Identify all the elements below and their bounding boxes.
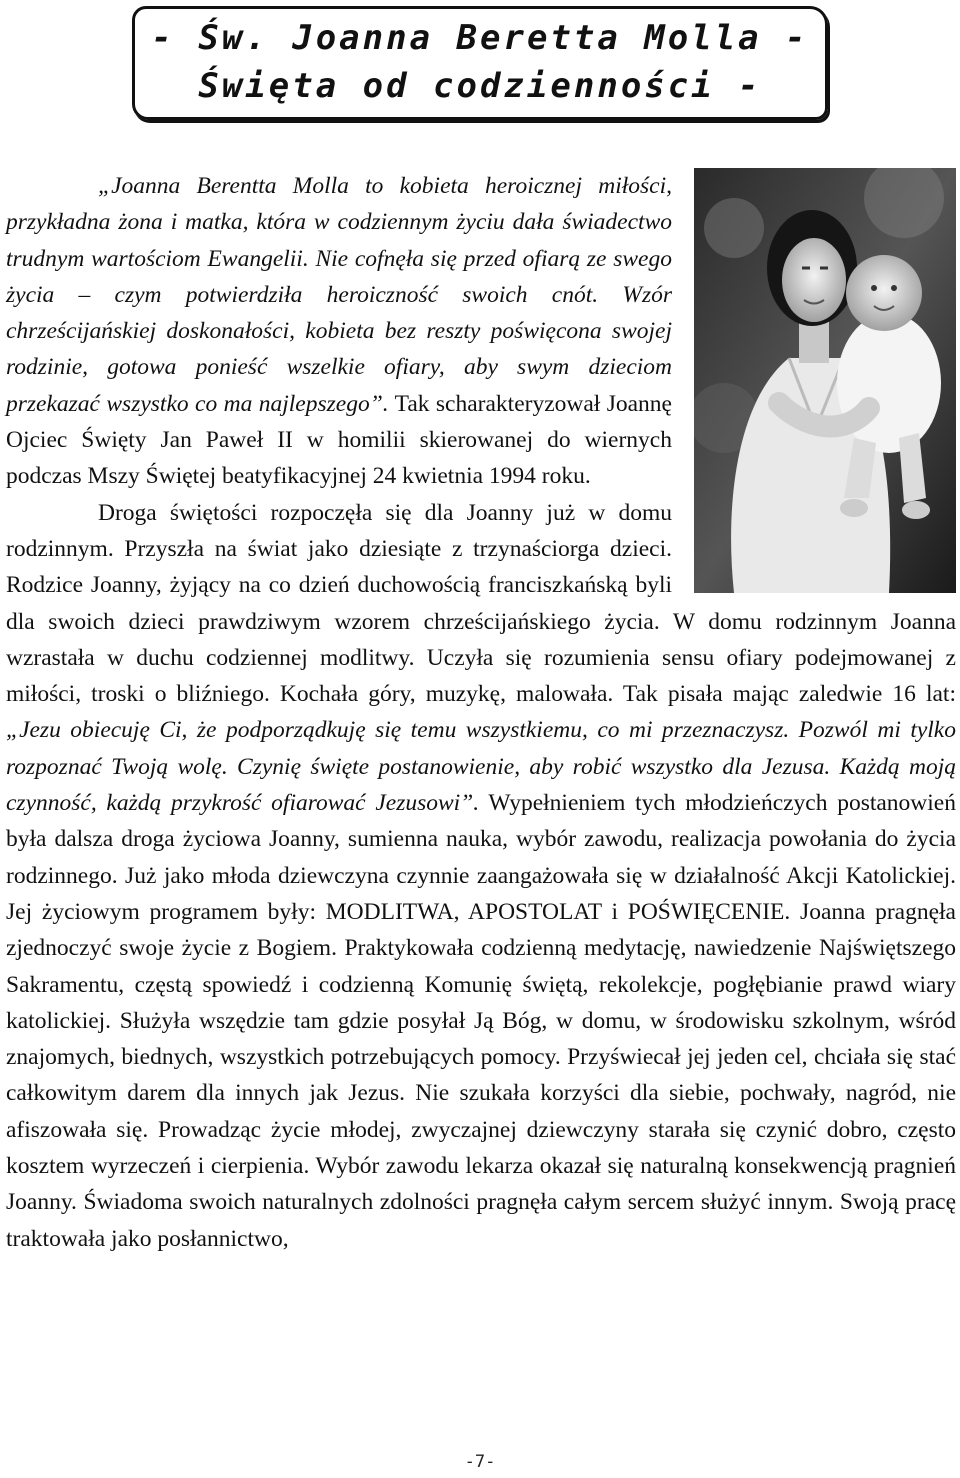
page-title-line-2: Święta od codzienności - [198, 66, 762, 106]
page-number: -7- [464, 1452, 496, 1472]
photo-mother-with-child [694, 168, 956, 593]
paragraph-2 [6, 495, 956, 1257]
article-body [6, 168, 956, 1257]
paragraph-2-part-b: Wypełnieniem tych młodzieńczych postanowień była dalsza droga życiowa Joanny, sumienna nauka, wybór zawodu, realizacja powołania do życia rodzinnego. Już jako młoda dziewczyna czynnie zaangażowała się w działalność Akcji Katolickiej. Jej życiowym programem były: MODLITWA, APOSTOLAT i POŚWIĘCENIE. Joanna pragnęła zjednoczyć swoje życie z Bogiem. Praktykowała codzienną medytację, nawiedzenie Najświętszego Sakramentu, częstą spowiedź i codzienną Komunię świętą, rekolekcje, pogłębianie prawd wiary katolickiej. Służyła wszędzie tam gdzie posyłał Ją Bóg, w domu, w środowisku szkolnym, wśród znajomych, biednych, wszystkich potrzebujących pomocy. Przyświecał jej jeden cel, chciała się stać całkowitym darem dla innych jak Jezus. Nie szukała korzyści dla siebie, pochwały, nagród, nie afiszowała się. Prowadząc życie młodej, zwyczajnej dziewczyny starała się czynić dobro, często kosztem wyrzeczeń i cierpienia. Wybór zawodu lekarza okazał się naturalną konsekwencją pragnień Joanny. Świadoma swoich naturalnych zdolności pragnęła całym sercem służyć innym. Swoją pracę traktowała jako posłannictwo, [6, 790, 956, 1252]
paragraph-2-part-a: Droga świętości rozpoczęła się dla Joanny już w domu rodzinnym. Przyszła na świat jako dziesiąte z trzynaściorga dzieci. Rodzice Joanny, żyjący na co dzień duchowością franciszkańską byli dla swoich dzieci prawdziwym wzorem chrześcijańskiego życia. W domu rodzinnym Joanna wzrastała w duchu codziennej modlitwy. Uczyła się rozumienia sensu ofiary podejmowanej z miłości, troski o bliźniego. Kochała góry, muzykę, malowała. Tak pisała mając zaledwie 16 lat: [6, 499, 956, 708]
pope-quote: „Joanna Berentta Molla to kobieta heroicznej miłości, przykładna żona i matka, która w codziennym życiu dała świadectwo trudnym wartościom Ewangelii. Nie cofnęła się przed ofiarą ze swego życia – czym potwierdziła heroiczność swoich cnót. Wzór chrześcijańskiej doskonałości, kobieta bez reszty poświęcona swojej rodzinie, gotowa ponieść wszelkie ofiary, aby swym dzieciom przekazać wszystko co ma najlepszego”. [6, 173, 672, 417]
joanna-quote: „Jezu obiecuję Ci, że podporządkuję się temu wszystkiemu, co mi przeznaczysz. Pozwól mi tylko rozpoznać Twoją wolę. Czynię święte postanowienie, aby robić wszystko dla Jezusa. Każdą moją czynność, każdą przykrość ofiarować Jezusowi”. [6, 717, 956, 817]
quote-attribution: Tak scharakteryzował Joannę Ojciec Święty Jan Paweł II w homilii skierowanej do wiernych podczas Mszy Świętej beatyfikacyjnej 24 kwietnia 1994 roku. [6, 390, 672, 490]
page-title-line-1: - Św. Joanna Beretta Molla - [151, 18, 809, 58]
